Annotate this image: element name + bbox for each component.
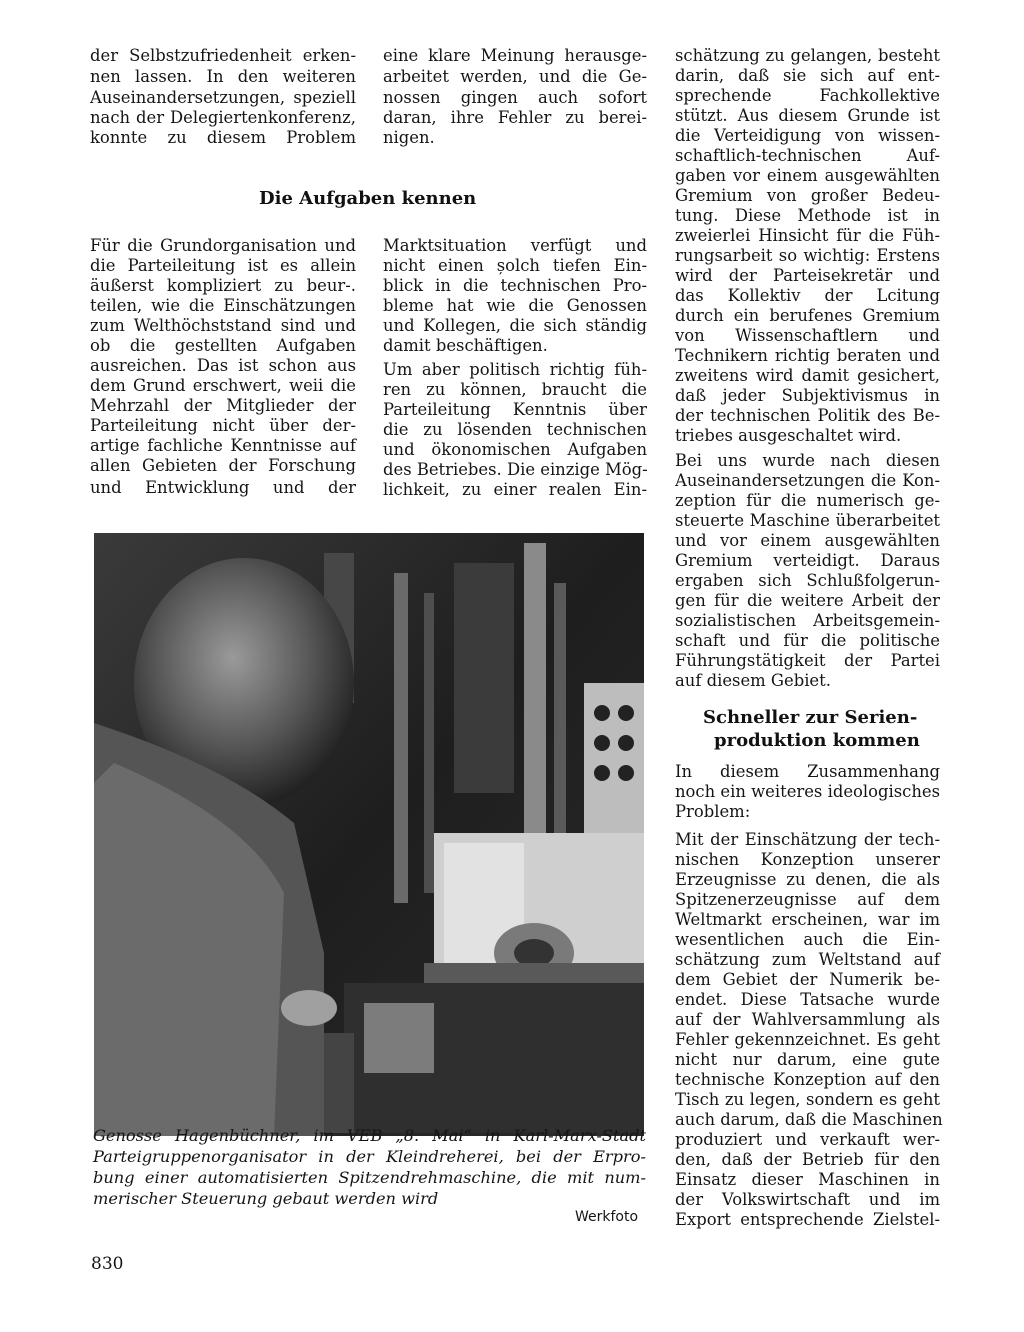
body-text-line: ausreichen. Das ist schon aus [90, 356, 356, 375]
section-heading: Die Aufgaben kennen [259, 188, 477, 209]
body-text-line: rungsarbeit so wichtig: Erstens [675, 246, 940, 265]
body-text-line: äußerst kompliziert zu beur-. [90, 276, 356, 295]
body-text-line: Gremium von großer Bedeu- [675, 186, 940, 205]
body-text-line: Parteileitung Kenntnis über [383, 400, 647, 419]
body-text-line: konnte zu diesem Problem [90, 128, 356, 147]
body-text-line: zum Welthöchststand sind und [90, 316, 356, 335]
body-text-line: Technikern richtig beraten und [675, 346, 940, 365]
body-text-line: ergaben sich Schlußfolgerun- [675, 571, 940, 590]
page-number: 830 [91, 1254, 124, 1274]
body-text-line: Marktsituation verfügt und [383, 236, 647, 255]
body-text-line: nossen gingen auch sofort [383, 88, 647, 107]
body-text-line: nigen. [383, 128, 435, 147]
body-text-line: endet. Diese Tatsache wurde [675, 990, 940, 1009]
body-text-line: und Entwicklung und der [90, 478, 356, 497]
body-text-line: zeption für die numerisch ge- [675, 491, 940, 510]
body-text-line: nach der Delegiertenkonferenz, [90, 108, 356, 127]
body-text-line: der Volkswirtschaft und im [675, 1190, 940, 1209]
body-text-line: allen Gebieten der Forschung [90, 456, 356, 475]
body-text-line: gaben vor einem ausgewählten [675, 166, 940, 185]
body-text-line: triebes ausgeschaltet wird. [675, 426, 902, 445]
body-text-line: artige fachliche Kenntnisse auf [90, 436, 356, 455]
body-text-line: blick in die technischen Pro- [383, 276, 647, 295]
body-text-line: In diesem Zusammenhang [675, 762, 940, 781]
body-text-line: durch ein berufenes Gremium [675, 306, 940, 325]
body-text-line: Führungstätigkeit der Partei [675, 651, 940, 670]
body-text-line: und ökonomischen Aufgaben [383, 440, 647, 459]
photo-credit: Werkfoto [575, 1209, 639, 1225]
body-text-line: ob die gestellten Aufgaben [90, 336, 356, 355]
body-text-line: Tisch zu legen, sondern es geht [675, 1090, 940, 1109]
body-text-line: gen für die weitere Arbeit der [675, 591, 940, 610]
photo-caption-line: Genosse Hagenbüchner, im VEB „8. Mai“ in Karl-Marx-Stadt [93, 1126, 646, 1145]
photo-illustration [94, 533, 644, 1136]
body-text-line: nicht einen șolch tiefen Ein- [383, 256, 647, 275]
body-text-line: produziert und verkauft wer- [675, 1130, 940, 1149]
body-text-line: Mit der Einschätzung der tech- [675, 830, 940, 849]
body-text-line: den, daß der Betrieb für den [675, 1150, 940, 1169]
body-text-line: Für die Grundorganisation und [90, 236, 356, 255]
body-text-line: daran, ihre Fehler zu berei- [383, 108, 647, 127]
photo-caption-line: merischer Steuerung gebaut werden wird [93, 1189, 439, 1208]
body-text-line: schätzung zu gelangen, besteht [675, 46, 940, 65]
machine-photo [94, 533, 644, 1136]
body-text-line: daß jeder Subjektivismus in [675, 386, 940, 405]
body-text-line: Problem: [675, 802, 751, 821]
body-text-line: sprechende Fachkollektive [675, 86, 940, 105]
body-text-line: Fehler gekennzeichnet. Es geht [675, 1030, 940, 1049]
body-text-line: schaftlich-technischen Auf- [675, 146, 940, 165]
body-text-line: Spitzenerzeugnisse auf dem [675, 890, 940, 909]
body-text-line: zweierlei Hinsicht für die Füh- [675, 226, 940, 245]
body-text-line: eine klare Meinung herausge- [383, 46, 647, 65]
body-text-line: die Parteileitung ist es allein [90, 256, 356, 275]
body-text-line: nen lassen. In den weiteren [90, 67, 356, 86]
body-text-line: die Verteidigung von wissen- [675, 126, 940, 145]
body-text-line: dem Gebiet der Numerik be- [675, 970, 940, 989]
body-text-line: nicht nur darum, eine gute [675, 1050, 940, 1069]
body-text-line: Auseinandersetzungen die Kon- [675, 471, 940, 490]
body-text-line: Weltmarkt erscheinen, war im [675, 910, 940, 929]
photo-caption-line: bung einer automatisierten Spitzendrehmaschine, die mit num- [93, 1168, 646, 1187]
body-text-line: von Wissenschaftlern und [675, 326, 940, 345]
body-text-line: Erzeugnisse zu denen, die als [675, 870, 940, 889]
body-text-line: wird der Parteisekretär und [675, 266, 940, 285]
section-heading: produktion kommen [714, 730, 920, 751]
body-text-line: dem Grund erschwert, weii die [90, 376, 356, 395]
body-text-line: schätzung zum Weltstand auf [675, 950, 940, 969]
body-text-line: lichkeit, zu einer realen Ein- [383, 480, 647, 499]
body-text-line: wesentlichen auch die Ein- [675, 930, 940, 949]
body-text-line: auch darum, daß die Maschinen [675, 1110, 943, 1129]
body-text-line: Einsatz dieser Maschinen in [675, 1170, 940, 1189]
body-text-line: das Kollektiv der Lcitung [675, 286, 940, 305]
body-text-line: der Selbstzufriedenheit erken- [90, 46, 356, 65]
body-text-line: teilen, wie die Einschätzungen [90, 296, 356, 315]
body-text-line: Gremium verteidigt. Daraus [675, 551, 940, 570]
body-text-line: schaft und für die politische [675, 631, 940, 650]
body-text-line: die zu lösenden technischen [383, 420, 647, 439]
body-text-line: der technischen Politik des Be- [675, 406, 940, 425]
body-text-line: technische Konzeption auf den [675, 1070, 940, 1089]
body-text-line: darin, daß sie sich auf ent- [675, 66, 940, 85]
body-text-line: und vor einem ausgewählten [675, 531, 940, 550]
body-text-line: ren zu können, braucht die [383, 380, 647, 399]
body-text-line: stützt. Aus diesem Grunde ist [675, 106, 940, 125]
body-text-line: auf diesem Gebiet. [675, 671, 831, 690]
body-text-line: sozialistischen Arbeitsgemein- [675, 611, 940, 630]
body-text-line: des Betriebes. Die einzige Mög- [383, 460, 648, 479]
body-text-line: Bei uns wurde nach diesen [675, 451, 940, 470]
body-text-line: auf der Wahlversammlung als [675, 1010, 940, 1029]
body-text-line: Export entsprechende Zielstel- [675, 1210, 940, 1229]
body-text-line: Mehrzahl der Mitglieder der [90, 396, 356, 415]
body-text-line: steuerte Maschine überarbeitet [675, 511, 940, 530]
body-text-line: nischen Konzeption unserer [675, 850, 940, 869]
body-text-line: bleme hat wie die Genossen [383, 296, 647, 315]
photo-caption-line: Parteigruppenorganisator in der Kleindreherei, bei der Erpro- [93, 1147, 646, 1166]
body-text-line: arbeitet werden, und die Ge- [383, 67, 647, 86]
body-text-line: damit beschäftigen. [383, 336, 548, 355]
body-text-line: tung. Diese Methode ist in [675, 206, 940, 225]
body-text-line: und Kollegen, die sich ständig [383, 316, 647, 335]
body-text-line: zweitens wird damit gesichert, [675, 366, 940, 385]
body-text-line: Um aber politisch richtig füh- [383, 360, 647, 379]
body-text-line: Auseinandersetzungen, speziell [90, 88, 356, 107]
body-text-line: Parteileitung nicht über der- [90, 416, 356, 435]
section-heading: Schneller zur Serien- [703, 707, 918, 728]
body-text-line: noch ein weiteres ideologisches [675, 782, 940, 801]
